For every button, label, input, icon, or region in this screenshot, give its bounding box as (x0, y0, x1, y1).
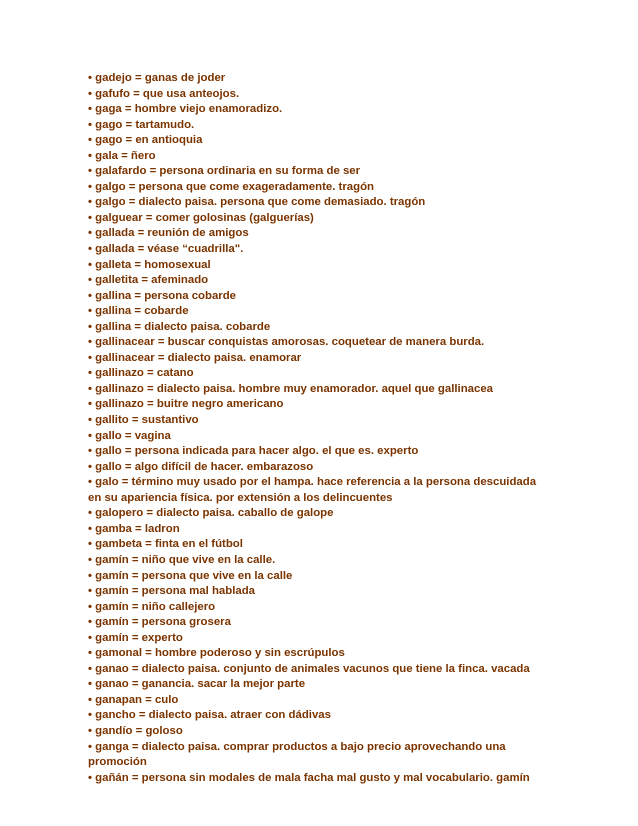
glossary-entry: • gallinazo = buitre negro americano (88, 398, 284, 411)
glossary-entry: • gallada = reunión de amigos (88, 227, 249, 240)
glossary-entry: • gamín = experto (88, 631, 183, 644)
glossary-entry: • galleta = homosexual (88, 258, 211, 271)
glossary-entry: • gallinacear = dialecto paisa. enamorar (88, 351, 302, 364)
glossary-entry: • gadejo = ganas de joder (88, 72, 226, 84)
glossary-entry: • gallina = persona cobarde (88, 289, 237, 302)
glossary-entry: • gambeta = finta en el fútbol (88, 538, 243, 551)
glossary-list (88, 71, 550, 786)
glossary-entry: • gallo = algo difícil de hacer. embarazoso (88, 460, 314, 473)
glossary-entry: • gala = ñero (88, 149, 156, 162)
glossary-entry: • gamín = persona grosera (88, 616, 231, 629)
glossary-entry: • ganapan = culo (88, 693, 179, 706)
glossary-entry: • galo = término muy usado por el hampa. hace referencia a la persona descuidada en su apariencia física. por extensión a los delincuentes (88, 476, 537, 504)
glossary-entry: • gallinazo = dialecto paisa. hombre muy enamorador. aquel que gallinacea (88, 382, 493, 395)
glossary-entry: • ganga = dialecto paisa. comprar productos a bajo precio aprovechando una promoción (88, 740, 506, 769)
glossary-entry: • gago = en antioquia (88, 134, 203, 147)
glossary-entry: • gandío = goloso (88, 724, 183, 737)
glossary-entry: • gamín = persona que vive en la calle (88, 569, 293, 582)
glossary-entry: • gallina = dialecto paisa. cobarde (88, 320, 271, 333)
glossary-entry: • gamonal = hombre poderoso y sin escrúpulos (88, 647, 345, 660)
glossary-entry: • galgo = persona que come exageradamente. tragón (88, 180, 374, 193)
glossary-entry: • ganao = dialecto paisa. conjunto de animales vacunos que tiene la finca. vacada (88, 662, 530, 675)
glossary-entry: • gafufo = que usa anteojos. (88, 87, 240, 100)
glossary-entry: • galopero = dialecto paisa. caballo de galope (88, 507, 334, 520)
glossary-entry: • gallada = véase “cuadrilla". (88, 243, 244, 256)
glossary-entry: • galletita = afeminado (88, 274, 209, 287)
glossary-entry: • gallinacear = buscar conquistas amorosas. coquetear de manera burda. (88, 336, 485, 349)
glossary-entry: • gallina = cobarde (88, 305, 189, 318)
glossary-entry: • gallo = vagina (88, 429, 171, 442)
glossary-entry: • gamba = ladron (88, 522, 180, 535)
glossary-entry: • gamín = persona mal hablada (88, 585, 255, 598)
glossary-entry: • galgo = dialecto paisa. persona que come demasiado. tragón (88, 196, 426, 209)
glossary-entry: • gallo = persona indicada para hacer algo. el que es. experto (88, 445, 419, 458)
glossary-entry: • gamín = niño callejero (88, 600, 216, 613)
glossary-entry: • ganao = ganancia. sacar la mejor parte (88, 678, 306, 691)
glossary-entry: • gañán = persona sin modales de mala facha mal gusto y mal vocabulario. gamín (88, 771, 530, 784)
glossary-entry: • galafardo = persona ordinaria en su forma de ser (88, 165, 361, 178)
glossary-entry: • gaga = hombre viejo enamoradizo. (88, 103, 283, 116)
glossary-entry: • galguear = comer golosinas (galguerías) (88, 211, 314, 224)
glossary-entry: • gamín = niño que vive en la calle. (88, 553, 276, 566)
glossary-entry: • gago = tartamudo. (88, 118, 195, 131)
glossary-entry: • gallito = sustantivo (88, 414, 199, 427)
glossary-entry: • gancho = dialecto paisa. atraer con dádivas (88, 709, 331, 722)
glossary-entry: • gallinazo = catano (88, 367, 194, 380)
